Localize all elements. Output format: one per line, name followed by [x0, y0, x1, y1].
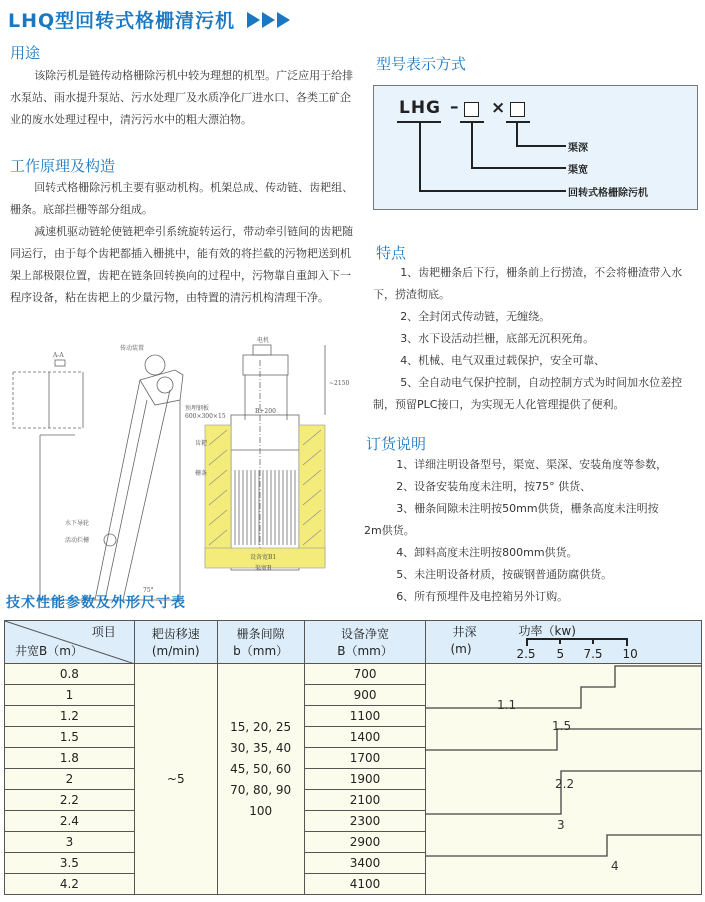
power-tick-10: 10 — [622, 647, 638, 661]
principle-paragraph-1: 回转式格栅除污机主要有驱动机构。机架总成、传动链、齿耙组、栅条。底部拦栅等部分组成。 — [10, 181, 354, 216]
header-speed-label: 耙齿移速 — [151, 627, 200, 641]
model-heading: 型号表示方式 — [376, 55, 467, 73]
ordering-line: 4、卸料高度未注明按800mm供货。 — [396, 546, 578, 559]
feature-line: 2、全封闭式传动链，无缠绕。 — [400, 310, 551, 323]
features-heading: 特点 — [376, 244, 407, 262]
principle-paragraph-2: 减速机驱动链轮使链耙牵引系统旋转运行，带动牵引链间的齿耙随同运行，由于每个齿耙都插入栅挑中，能有效的将拦截的污物耙送到机架上部极限位置，齿耙在链条回转换向的过程中，污物靠自重卸入下一程序设备，粘在齿耙上的少量污物，由特置的清污机构清理干净。 — [10, 225, 354, 304]
well-width-cell: 0.8 — [5, 664, 135, 685]
usage-text — [10, 65, 355, 131]
power-tick-7-5: 7.5 — [583, 647, 603, 661]
net-width-cell: 2900 — [304, 832, 426, 853]
well-width-cell: 1.5 — [5, 727, 135, 748]
power-label-1-5: 1.5 — [552, 719, 572, 733]
net-width-cell: 3400 — [304, 853, 426, 874]
label-channel-width: 渠宽 — [568, 165, 588, 176]
header-depth-label: 井深 — [452, 625, 477, 639]
principle-heading: 工作原理及构造 — [10, 157, 116, 175]
gap-cell — [217, 664, 304, 895]
header-depth-power — [426, 621, 702, 664]
ordering-heading: 订货说明 — [366, 435, 427, 453]
model-code: LHG — [399, 98, 442, 118]
model-times: × — [491, 98, 507, 118]
net-width-cell: 2100 — [304, 790, 426, 811]
gap-values-line: 30, 35, 40 — [230, 740, 292, 755]
table-row — [5, 664, 702, 685]
spec-table — [4, 620, 702, 895]
page-title — [8, 6, 290, 33]
well-width-cell: 3.5 — [5, 853, 135, 874]
speed-cell: ~5 — [134, 664, 217, 895]
header-net-width — [304, 621, 426, 664]
header-width-unit: B（mm） — [337, 644, 393, 658]
well-width-cell: 1.8 — [5, 748, 135, 769]
power-label-4: 4 — [611, 859, 619, 873]
ordering-line: 2m供货。 — [364, 524, 415, 537]
power-scale-ruler — [526, 638, 636, 648]
gap-values-line: 45, 50, 60 — [230, 761, 292, 776]
table-heading: 技术性能参数及外形尺寸表 — [6, 595, 186, 611]
well-width-cell: 2.2 — [5, 790, 135, 811]
header-speed — [134, 621, 217, 664]
svg-text:预埋钢板: 预埋钢板 — [185, 405, 210, 412]
feature-line: 制，预留PLC接口，为实现无人化管理提供了便利。 — [373, 398, 625, 411]
svg-text:75°: 75° — [143, 587, 154, 594]
principle-text — [10, 177, 355, 309]
corner-header-cell — [5, 621, 135, 664]
svg-text:B+200: B+200 — [255, 408, 276, 415]
depth-power-chart-cell — [426, 664, 702, 895]
svg-text:A-A: A-A — [53, 352, 64, 359]
machine-schematic-drawing — [5, 330, 365, 594]
svg-text:设备宽B1: 设备宽B1 — [250, 554, 277, 561]
gap-values-line: 70, 80, 90 — [230, 782, 292, 797]
header-gap-unit: b（mm） — [233, 644, 289, 658]
net-width-cell: 2300 — [304, 811, 426, 832]
well-width-cell: 1 — [5, 685, 135, 706]
label-channel-depth: 渠深 — [568, 143, 588, 154]
feature-line: 4、机械、电气双重过载保护，安全可靠、 — [400, 354, 606, 367]
power-tick-5: 5 — [556, 647, 565, 661]
usage-paragraph: 该除污机是链传动格栅除污机中较为理想的机型。广泛应用于给排水泵站、雨水提升泵站、污水处理厂及水质净化厂进水口、各类工矿企业的废水处理过程中，清污污水中的粗大漂泊物。 — [10, 69, 354, 126]
svg-text:水下导轮: 水下导轮 — [65, 520, 90, 527]
svg-text:渠宽B: 渠宽B — [255, 565, 272, 572]
power-label-1-1: 1.1 — [497, 698, 517, 712]
net-width-cell: 1100 — [304, 706, 426, 727]
svg-text:传动装置: 传动装置 — [120, 345, 145, 352]
well-width-cell: 4.2 — [5, 874, 135, 895]
header-power-label: 功率（kw) — [518, 624, 576, 638]
svg-text:600×300×15: 600×300×15 — [185, 413, 226, 420]
power-label-3: 3 — [557, 818, 565, 832]
header-gap — [217, 621, 304, 664]
header-depth-unit: (m) — [450, 642, 472, 656]
net-width-cell: 1700 — [304, 748, 426, 769]
svg-text:栅条: 栅条 — [195, 470, 208, 477]
power-tick-2-5: 2.5 — [516, 647, 536, 661]
feature-line: 3、水下设活动拦栅，底部无沉积死角。 — [400, 332, 595, 345]
technical-drawing — [5, 330, 365, 594]
header-gap-label: 栅条间隙 — [236, 627, 285, 641]
net-width-cell: 900 — [304, 685, 426, 706]
header-width-label: 设备净宽 — [341, 627, 390, 641]
svg-text:活动拦栅: 活动拦栅 — [65, 537, 90, 544]
net-width-cell: 700 — [304, 664, 426, 685]
model-dash: – — [450, 97, 460, 117]
power-label-2-2: 2.2 — [555, 777, 575, 791]
depth-placeholder-box — [510, 102, 525, 117]
gap-values-line: 15, 20, 25 — [230, 719, 292, 734]
net-width-cell: 1900 — [304, 769, 426, 790]
well-width-cell: 2 — [5, 769, 135, 790]
ordering-list — [364, 454, 705, 608]
well-width-cell: 3 — [5, 832, 135, 853]
svg-text:电机: 电机 — [257, 337, 270, 344]
ordering-line: 5、未注明设备材质，按碳钢普通防腐供货。 — [396, 568, 613, 581]
usage-heading: 用途 — [10, 44, 41, 62]
table-header-row — [5, 621, 702, 664]
ordering-line: 2、设备安装角度未注明，按75° 供货、 — [396, 480, 592, 493]
net-width-cell: 4100 — [304, 874, 426, 895]
label-machine-type: 回转式格栅除污机 — [568, 188, 648, 199]
well-width-cell: 2.4 — [5, 811, 135, 832]
model-notation-box — [373, 85, 698, 210]
triple-arrow-icon — [247, 12, 290, 28]
feature-line: 5、全自动电气保护控制，自动控制方式为时间加水位差控 — [400, 376, 683, 389]
feature-line: 1、齿耙栅条后下行，栅条前上行捞渣，不会将栅渣带入水 — [400, 266, 683, 279]
features-list — [373, 262, 705, 416]
ordering-line: 3、栅条间隙未注明按50mm供货，栅条高度未注明按 — [396, 502, 659, 515]
header-speed-unit: (m/min) — [151, 644, 200, 658]
ordering-line: 6、所有预埋件及电控箱另外订购。 — [396, 590, 569, 603]
width-placeholder-box — [464, 102, 479, 117]
svg-text:~2150: ~2150 — [329, 380, 350, 387]
gap-values-line: 100 — [249, 803, 273, 818]
corner-bottom-label: 井宽B（m） — [15, 644, 83, 658]
well-width-cell: 1.2 — [5, 706, 135, 727]
feature-line: 下，捞渣彻底。 — [373, 288, 450, 301]
svg-text:齿耙: 齿耙 — [195, 440, 208, 447]
page-title-text: LHQ型回转式格栅清污机 — [8, 10, 236, 32]
ordering-line: 1、详细注明设备型号，渠宽、渠深、安装角度等参数， — [396, 458, 668, 471]
corner-top-label: 项目 — [91, 625, 116, 639]
net-width-cell: 1400 — [304, 727, 426, 748]
